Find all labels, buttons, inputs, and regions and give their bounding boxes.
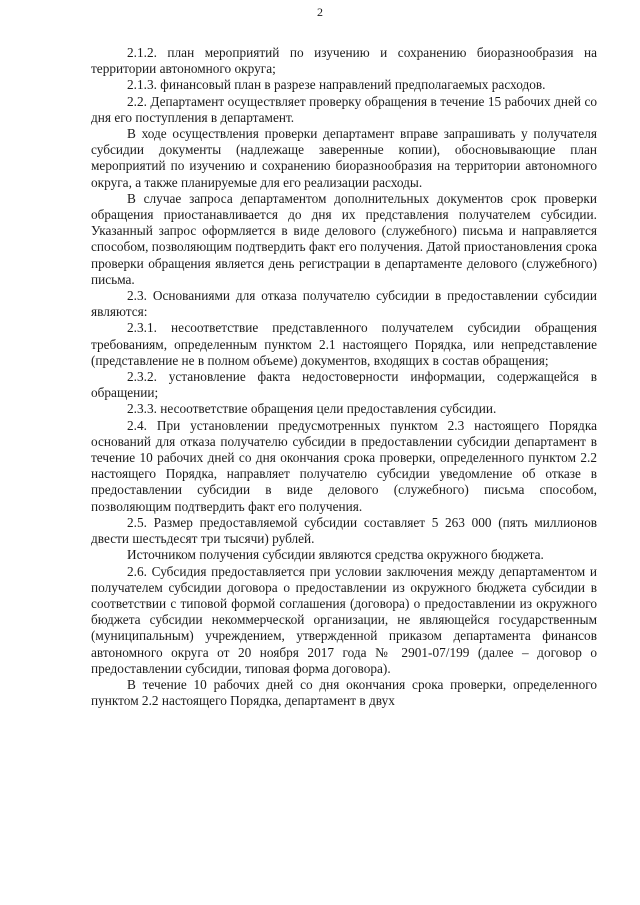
paragraph-2-3-3: 2.3.3. несоответствие обращения цели предоставления субсидии. [127, 401, 497, 417]
paragraph-2-3: 2.3. Основаниями для отказа получателю субсидии в предоставлении субсидии являются: [91, 288, 597, 320]
page-number: 2 [317, 5, 323, 19]
paragraph-funding-source: Источником получения субсидии являются средства окружного бюджета. [127, 547, 544, 563]
paragraph-2-1-3: 2.1.3. финансовый план в разрезе направлений предполагаемых расходов. [127, 77, 546, 93]
paragraph-2-3-1: 2.3.1. несоответствие представленного получателем субсидии обращения требованиям, определенным пунктом 2.1 настоящего Порядка, или непредставление (представление не в полном объеме) документов, входящих в состав обращения; [91, 320, 597, 368]
paragraph-2-3-2: 2.3.2. установление факта недостоверности информации, содержащейся в обращении; [91, 369, 597, 401]
paragraph-2-6: 2.6. Субсидия предоставляется при условии заключения между департаментом и получателем субсидии договора о предоставлении из окружного бюджета субсидии в соответствии с типовой формой соглашения (договора) о предоставлении из окружного бюджета субсидии некоммерческой организации, не являющейся государственным (муниципальным) учреждением, утвержденной приказом департамента финансов автономного округа от 20 ноября 2017 года № 2901-07/199 (далее – договор о предоставлении субсидии, типовая форма договора). [91, 563, 597, 676]
paragraph-2-4: 2.4. При установлении предусмотренных пунктом 2.3 настоящего Порядка оснований для отказа получателю субсидии в предоставлении субсидии департамент в течение 10 рабочих дней со дня окончания срока проверки, определенного пунктом 2.2 настоящего Порядка, направляет получателю субсидии уведомление об отказе в предоставлении субсидии в виде делового (служебного) письма способом, позволяющим подтвердить факт его получения. [91, 417, 597, 514]
paragraph-2-1-2: 2.1.2. план мероприятий по изучению и сохранению биоразнообразия на территории автономного округа; [91, 45, 597, 77]
document-body [91, 45, 597, 709]
paragraph-2-5: 2.5. Размер предоставляемой субсидии составляет 5 263 000 (пять миллионов двести шестьдесят три тысячи) рублей. [91, 514, 597, 547]
paragraph-contract-term: В течение 10 рабочих дней со дня окончания срока проверки, определенного пунктом 2.2 настоящего Порядка, департамент в двух [91, 676, 597, 709]
paragraph-document-request: В ходе осуществления проверки департамент вправе запрашивать у получателя субсидии документы (надлежаще заверенные копии), обосновывающие план мероприятий по изучению и сохранению биоразнообразия на территории автономного округа, а также планируемые для его реализации расходы. [91, 126, 597, 190]
paragraph-review-suspension: В случае запроса департаментом дополнительных документов срок проверки обращения приостанавливается до дня их представления получателем субсидии. Указанный запрос оформляется в виде делового (служебного) письма и направляется способом, позволяющим подтвердить факт его получения. Датой приостановления срока проверки обращения является день регистрации в департаменте делового (служебного) письма. [91, 190, 597, 287]
paragraph-2-2: 2.2. Департамент осуществляет проверку обращения в течение 15 рабочих дней со дня его поступления в департамент. [91, 93, 597, 125]
